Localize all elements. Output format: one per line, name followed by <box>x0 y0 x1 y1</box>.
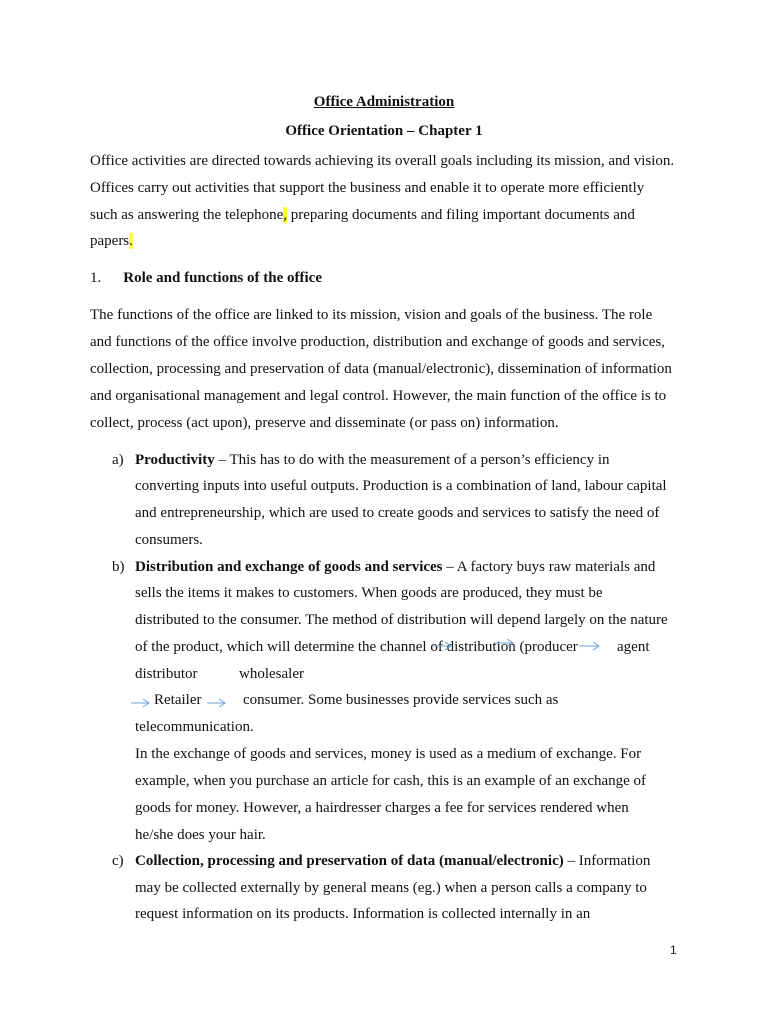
list-item-c-line: Collection, processing and preservation of data (manual/electronic) – Information <box>135 853 651 869</box>
section-paragraph-line: and organisational management and legal control. However, the main function of the office is to <box>90 388 667 404</box>
list-item-b-line: In the exchange of goods and services, money is used as a medium of exchange. For <box>135 746 642 762</box>
arrow-right-icon <box>206 697 228 709</box>
list-item-a-line: Productivity – This has to do with the measurement of a person’s efficiency in <box>135 452 610 468</box>
list-item-b-line: goods for money. However, a hairdresser charges a fee for services rendered when <box>135 800 629 816</box>
section-heading-text: Role and functions of the office <box>123 270 322 286</box>
arrow-right-icon <box>130 697 152 709</box>
list-item-term: Distribution and exchange of goods and services <box>135 559 443 575</box>
section-paragraph-line: collect, process (act upon), preserve and disseminate (or pass on) information. <box>90 415 559 431</box>
channel-wholesaler: wholesaler <box>239 666 304 682</box>
chapter-title: Office Orientation – Chapter 1 <box>285 123 483 139</box>
list-item-term: Productivity <box>135 452 215 468</box>
list-item-a-line: converting inputs into useful outputs. Production is a combination of land, labour capital <box>135 478 667 494</box>
section-paragraph-line: The functions of the office are linked to its mission, vision and goals of the business. The role <box>90 307 653 323</box>
list-item-c-line: may be collected externally by general means (eg.) when a person calls a company to <box>135 880 647 896</box>
list-item-b-line: distributed to the consumer. The method of distribution will depend largely on the nature <box>135 612 668 628</box>
list-label-a: a) <box>112 452 124 468</box>
channel-agent: agent <box>617 639 650 655</box>
list-item-b-line: telecommunication. <box>135 719 254 735</box>
intro-line-2: Offices carry out activities that support the business and enable it to operate more efficiently <box>90 180 645 196</box>
arrow-right-icon <box>494 637 516 649</box>
channel-consumer: consumer. Some businesses provide services such as <box>243 692 559 708</box>
section-paragraph-line: and functions of the office involve production, distribution and exchange of goods and services, <box>90 334 665 350</box>
intro-line-3: such as answering the telephone, preparing documents and filing important documents and <box>90 207 635 223</box>
intro-line-1: Office activities are directed towards achieving its overall goals including its mission, and vision. <box>90 153 675 169</box>
highlight-mark: , <box>283 207 288 223</box>
section-paragraph-line: collection, processing and preservation of data (manual/electronic), dissemination of information <box>90 361 672 377</box>
document-title: Office Administration <box>313 94 455 110</box>
list-item-b-line: of the product, which will determine the channel of distribution (producer <box>135 639 578 655</box>
list-item-c-line: request information on its products. Information is collected internally in an <box>135 906 591 922</box>
page-number: 1 <box>670 943 677 957</box>
intro-line-4: papers. <box>90 233 133 249</box>
list-label-c: c) <box>112 853 124 869</box>
list-item-b-line: he/she does your hair. <box>135 827 266 843</box>
list-item-a-line: and entrepreneurship, which are used to create goods and services to satisfy the need of <box>135 505 660 521</box>
channel-retailer: Retailer <box>154 692 202 708</box>
list-item-b-line: example, when you purchase an article for cash, this is an example of an exchange of <box>135 773 647 789</box>
arrow-right-icon <box>578 640 602 652</box>
section-heading <box>90 269 322 287</box>
highlight-mark: . <box>129 233 133 249</box>
list-item-term: Collection, processing and preservation of data (manual/electronic) <box>135 853 564 869</box>
section-number: 1. <box>90 270 102 286</box>
list-item-b-line: sells the items it makes to customers. When goods are produced, they must be <box>135 585 603 601</box>
arrow-right-icon <box>432 640 454 652</box>
channel-distributor: distributor <box>135 666 198 682</box>
list-item-b-line: Distribution and exchange of goods and services – A factory buys raw materials and <box>135 559 656 575</box>
list-label-b: b) <box>112 559 125 575</box>
list-item-a-line: consumers. <box>135 532 203 548</box>
